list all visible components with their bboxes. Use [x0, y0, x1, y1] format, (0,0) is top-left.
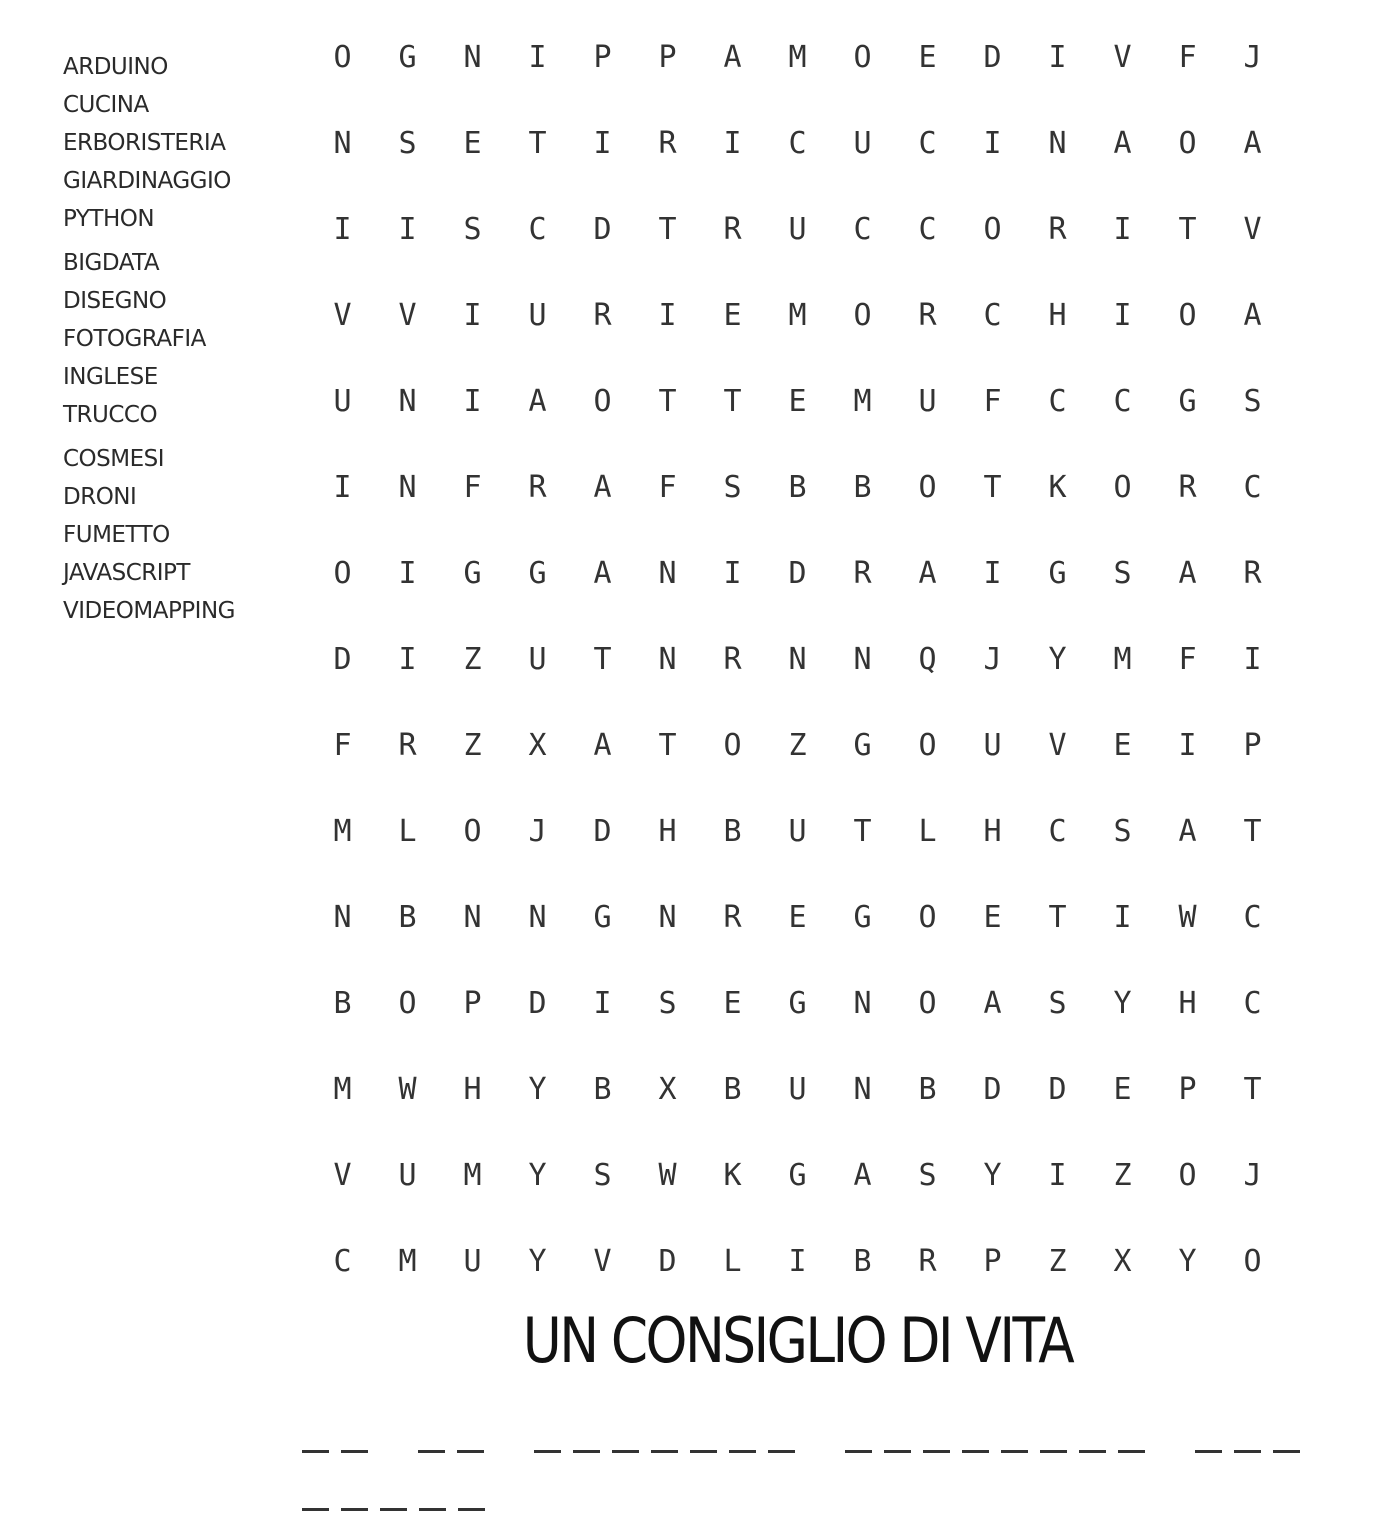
grid-letter: M — [788, 39, 807, 75]
grid-letter: U — [853, 125, 872, 161]
grid-letter: O — [1113, 469, 1132, 505]
letter-blank — [341, 1450, 368, 1453]
word-list-item: GIARDINAGGIO — [63, 168, 231, 194]
letter-blank — [845, 1450, 872, 1453]
letter-blank — [1234, 1450, 1261, 1453]
grid-letter: D — [528, 985, 547, 1021]
grid-letter: R — [1048, 211, 1067, 247]
grid-letter: C — [1113, 383, 1132, 419]
letter-blank — [1040, 1450, 1067, 1453]
grid-letter: C — [1048, 813, 1067, 849]
grid-letter: Y — [1178, 1243, 1197, 1279]
grid-letter: O — [398, 985, 417, 1021]
grid-letter: Y — [1048, 641, 1067, 677]
letter-blank — [1001, 1450, 1028, 1453]
grid-letter: S — [918, 1157, 937, 1193]
grid-letter: O — [853, 39, 872, 75]
grid-letter: N — [333, 125, 352, 161]
grid-letter: V — [1048, 727, 1067, 763]
grid-letter: W — [398, 1071, 417, 1107]
grid-letter: J — [983, 641, 1002, 677]
grid-letter: F — [983, 383, 1002, 419]
word-list-item: INGLESE — [63, 364, 158, 390]
letter-blank — [884, 1450, 911, 1453]
grid-letter: P — [1178, 1071, 1197, 1107]
grid-letter: I — [1113, 899, 1132, 935]
grid-letter: S — [398, 125, 417, 161]
answer-blanks — [302, 1395, 1352, 1511]
grid-letter: A — [983, 985, 1002, 1021]
grid-letter: M — [463, 1157, 482, 1193]
grid-letter: A — [593, 555, 612, 591]
grid-letter: T — [853, 813, 872, 849]
grid-letter: L — [723, 1243, 742, 1279]
word-list-item: BIGDATA — [63, 250, 160, 276]
grid-letter: I — [333, 211, 352, 247]
grid-letter: O — [333, 39, 352, 75]
grid-letter: E — [1113, 727, 1132, 763]
letter-blank — [302, 1508, 329, 1511]
grid-letter: R — [1178, 469, 1197, 505]
grid-letter: D — [983, 39, 1002, 75]
grid-letter: N — [463, 39, 482, 75]
letter-blank — [768, 1450, 795, 1453]
grid-letter: N — [658, 555, 677, 591]
grid-letter: O — [1178, 1157, 1197, 1193]
grid-letter: O — [918, 985, 937, 1021]
word-list-item: COSMESI — [63, 446, 165, 472]
grid-letter: A — [593, 727, 612, 763]
word-list-item: FOTOGRAFIA — [63, 326, 206, 352]
grid-letter: N — [853, 985, 872, 1021]
grid-letter: T — [1178, 211, 1197, 247]
grid-letter: Y — [528, 1071, 547, 1107]
grid-letter: I — [463, 383, 482, 419]
grid-letter: S — [1243, 383, 1262, 419]
grid-letter: I — [658, 297, 677, 333]
letter-blank — [962, 1450, 989, 1453]
grid-letter: V — [593, 1243, 612, 1279]
letter-blank — [341, 1508, 368, 1511]
letter-blank — [1079, 1450, 1106, 1453]
grid-letter: S — [1113, 555, 1132, 591]
letter-blank — [380, 1508, 407, 1511]
grid-letter: A — [1178, 813, 1197, 849]
grid-letter: P — [463, 985, 482, 1021]
grid-letter: Z — [788, 727, 807, 763]
grid-letter: U — [918, 383, 937, 419]
grid-letter: S — [1048, 985, 1067, 1021]
grid-letter: M — [333, 1071, 352, 1107]
word-list-item: PYTHON — [63, 206, 155, 232]
grid-letter: L — [918, 813, 937, 849]
grid-letter: E — [983, 899, 1002, 935]
letter-blank — [419, 1508, 446, 1511]
grid-letter: A — [528, 383, 547, 419]
grid-letter: F — [658, 469, 677, 505]
grid-letter: U — [528, 297, 547, 333]
grid-letter: T — [983, 469, 1002, 505]
grid-letter: B — [853, 1243, 872, 1279]
word-list-item: CUCINA — [63, 92, 149, 118]
grid-letter: C — [528, 211, 547, 247]
grid-letter: A — [723, 39, 742, 75]
grid-letter: H — [658, 813, 677, 849]
grid-letter: C — [1243, 985, 1262, 1021]
grid-letter: J — [1243, 1157, 1262, 1193]
grid-letter: N — [658, 641, 677, 677]
grid-letter: M — [398, 1243, 417, 1279]
grid-letter: I — [1243, 641, 1262, 677]
blank-word — [302, 1508, 497, 1511]
grid-letter: G — [853, 727, 872, 763]
grid-letter: D — [658, 1243, 677, 1279]
word-list — [63, 52, 293, 634]
grid-letter: I — [528, 39, 547, 75]
grid-letter: A — [1178, 555, 1197, 591]
grid-letter: C — [853, 211, 872, 247]
grid-letter: S — [593, 1157, 612, 1193]
letter-blank — [690, 1450, 717, 1453]
grid-letter: I — [593, 125, 612, 161]
letter-blank — [729, 1450, 756, 1453]
grid-letter: T — [528, 125, 547, 161]
grid-letter: U — [463, 1243, 482, 1279]
grid-letter: U — [788, 211, 807, 247]
grid-letter: G — [1048, 555, 1067, 591]
grid-letter: H — [463, 1071, 482, 1107]
grid-letter: B — [723, 1071, 742, 1107]
grid-letter: U — [788, 813, 807, 849]
grid-letter: I — [788, 1243, 807, 1279]
grid-letter: T — [1048, 899, 1067, 935]
grid-letter: R — [723, 899, 742, 935]
grid-letter: T — [1243, 813, 1262, 849]
grid-letter: A — [1243, 297, 1262, 333]
letter-blank — [458, 1508, 485, 1511]
grid-letter: X — [528, 727, 547, 763]
grid-letter: J — [528, 813, 547, 849]
grid-letter: W — [658, 1157, 677, 1193]
word-list-item: FUMETTO — [63, 522, 170, 548]
grid-letter: F — [1178, 641, 1197, 677]
grid-letter: I — [333, 469, 352, 505]
grid-letter: E — [1113, 1071, 1132, 1107]
grid-letter: R — [723, 641, 742, 677]
grid-letter: F — [333, 727, 352, 763]
grid-letter: E — [723, 985, 742, 1021]
blank-line — [302, 1395, 1352, 1453]
grid-letter: G — [788, 1157, 807, 1193]
grid-letter: N — [853, 641, 872, 677]
word-list-item: ERBORISTERIA — [63, 130, 226, 156]
blank-word — [1195, 1450, 1312, 1453]
grid-letter: N — [333, 899, 352, 935]
word-list-item: DISEGNO — [63, 288, 167, 314]
grid-letter: R — [658, 125, 677, 161]
grid-letter: I — [1178, 727, 1197, 763]
grid-letter: R — [1243, 555, 1262, 591]
grid-letter: O — [723, 727, 742, 763]
blank-word — [845, 1450, 1157, 1453]
grid-letter: P — [1243, 727, 1262, 763]
grid-letter: E — [723, 297, 742, 333]
grid-letter: P — [983, 1243, 1002, 1279]
blank-word — [302, 1450, 380, 1453]
grid-letter: K — [1048, 469, 1067, 505]
grid-letter: E — [788, 899, 807, 935]
grid-letter: A — [1243, 125, 1262, 161]
grid-letter: O — [983, 211, 1002, 247]
grid-letter: B — [788, 469, 807, 505]
grid-letter: E — [918, 39, 937, 75]
grid-letter: G — [398, 39, 417, 75]
grid-letter: Y — [528, 1243, 547, 1279]
grid-letter: M — [853, 383, 872, 419]
letter-grid — [310, 14, 1285, 1304]
grid-letter: O — [918, 727, 937, 763]
grid-letter: B — [333, 985, 352, 1021]
grid-letter: C — [1243, 899, 1262, 935]
grid-letter: G — [1178, 383, 1197, 419]
grid-letter: U — [788, 1071, 807, 1107]
grid-letter: D — [1048, 1071, 1067, 1107]
grid-letter: I — [1048, 39, 1067, 75]
grid-letter: O — [1178, 125, 1197, 161]
grid-letter: N — [528, 899, 547, 935]
grid-letter: M — [333, 813, 352, 849]
grid-letter: Z — [1048, 1243, 1067, 1279]
grid-letter: P — [593, 39, 612, 75]
grid-letter: Z — [463, 641, 482, 677]
grid-letter: U — [983, 727, 1002, 763]
grid-letter: T — [593, 641, 612, 677]
grid-letter: S — [463, 211, 482, 247]
grid-letter: T — [1243, 1071, 1262, 1107]
grid-letter: Z — [1113, 1157, 1132, 1193]
grid-letter: I — [1113, 297, 1132, 333]
word-list-item: TRUCCO — [63, 402, 158, 428]
grid-letter: B — [398, 899, 417, 935]
grid-letter: O — [918, 899, 937, 935]
grid-letter: O — [463, 813, 482, 849]
grid-letter: R — [918, 1243, 937, 1279]
blank-line — [302, 1453, 1352, 1511]
letter-blank — [534, 1450, 561, 1453]
grid-letter: I — [983, 125, 1002, 161]
grid-letter: A — [918, 555, 937, 591]
grid-letter: J — [1243, 39, 1262, 75]
letter-blank — [923, 1450, 950, 1453]
grid-letter: S — [723, 469, 742, 505]
word-list-item: VIDEOMAPPING — [63, 598, 235, 624]
grid-letter: C — [1243, 469, 1262, 505]
grid-letter: N — [853, 1071, 872, 1107]
grid-letter: C — [788, 125, 807, 161]
grid-letter: I — [1048, 1157, 1067, 1193]
grid-letter: W — [1178, 899, 1197, 935]
grid-letter: D — [333, 641, 352, 677]
letter-blank — [1273, 1450, 1300, 1453]
grid-letter: B — [593, 1071, 612, 1107]
letter-blank — [1195, 1450, 1222, 1453]
grid-letter: A — [853, 1157, 872, 1193]
grid-letter: T — [658, 383, 677, 419]
grid-letter: B — [918, 1071, 937, 1107]
grid-letter: S — [658, 985, 677, 1021]
grid-letter: R — [593, 297, 612, 333]
grid-letter: F — [463, 469, 482, 505]
grid-letter: I — [723, 125, 742, 161]
grid-letter: K — [723, 1157, 742, 1193]
grid-letter: D — [593, 211, 612, 247]
grid-letter: L — [398, 813, 417, 849]
grid-letter: D — [593, 813, 612, 849]
word-list-item: DRONI — [63, 484, 137, 510]
grid-letter: I — [398, 641, 417, 677]
riddle-title: UN CONSIGLIO DI VITA — [522, 1304, 1073, 1377]
grid-letter: I — [1113, 211, 1132, 247]
grid-letter: T — [658, 211, 677, 247]
grid-letter: H — [1178, 985, 1197, 1021]
grid-letter: N — [398, 469, 417, 505]
grid-letter: I — [398, 555, 417, 591]
grid-letter: P — [658, 39, 677, 75]
grid-letter: R — [398, 727, 417, 763]
grid-letter: H — [1048, 297, 1067, 333]
grid-letter: X — [658, 1071, 677, 1107]
letter-blank — [418, 1450, 445, 1453]
grid-letter: U — [398, 1157, 417, 1193]
grid-letter: U — [333, 383, 352, 419]
grid-letter: O — [1243, 1243, 1262, 1279]
letter-blank — [457, 1450, 484, 1453]
letter-blank — [651, 1450, 678, 1453]
grid-letter: G — [593, 899, 612, 935]
letter-blank — [612, 1450, 639, 1453]
grid-letter: N — [1048, 125, 1067, 161]
grid-letter: X — [1113, 1243, 1132, 1279]
grid-letter: D — [788, 555, 807, 591]
grid-letter: R — [723, 211, 742, 247]
blank-word — [534, 1450, 807, 1453]
grid-letter: G — [853, 899, 872, 935]
grid-letter: C — [1048, 383, 1067, 419]
grid-letter: C — [918, 211, 937, 247]
grid-letter: N — [398, 383, 417, 419]
grid-letter: A — [1113, 125, 1132, 161]
grid-letter: I — [463, 297, 482, 333]
grid-letter: Y — [983, 1157, 1002, 1193]
grid-letter: V — [1243, 211, 1262, 247]
grid-letter: Z — [463, 727, 482, 763]
grid-letter: M — [788, 297, 807, 333]
grid-letter: F — [1178, 39, 1197, 75]
grid-letter: R — [918, 297, 937, 333]
grid-letter: Y — [528, 1157, 547, 1193]
grid-letter: G — [788, 985, 807, 1021]
grid-letter: N — [658, 899, 677, 935]
word-list-item: JAVASCRIPT — [63, 560, 190, 586]
grid-letter: I — [723, 555, 742, 591]
grid-letter: U — [528, 641, 547, 677]
grid-letter: G — [528, 555, 547, 591]
grid-letter: B — [853, 469, 872, 505]
grid-letter: R — [528, 469, 547, 505]
grid-letter: T — [658, 727, 677, 763]
grid-letter: C — [983, 297, 1002, 333]
grid-letter: I — [983, 555, 1002, 591]
grid-letter: C — [918, 125, 937, 161]
grid-letter: Q — [918, 641, 937, 677]
grid-letter: V — [1113, 39, 1132, 75]
grid-letter: M — [1113, 641, 1132, 677]
grid-letter: V — [333, 297, 352, 333]
grid-letter: E — [463, 125, 482, 161]
grid-letter: G — [463, 555, 482, 591]
grid-letter: I — [398, 211, 417, 247]
grid-letter: V — [333, 1157, 352, 1193]
grid-letter: D — [983, 1071, 1002, 1107]
grid-letter: N — [463, 899, 482, 935]
letter-blank — [302, 1450, 329, 1453]
grid-letter: O — [333, 555, 352, 591]
grid-letter: V — [398, 297, 417, 333]
grid-letter: E — [788, 383, 807, 419]
grid-letter: O — [918, 469, 937, 505]
grid-letter: Y — [1113, 985, 1132, 1021]
grid-letter: O — [853, 297, 872, 333]
grid-letter: C — [333, 1243, 352, 1279]
grid-letter: B — [723, 813, 742, 849]
grid-letter: R — [853, 555, 872, 591]
grid-letter: T — [723, 383, 742, 419]
grid-letter: H — [983, 813, 1002, 849]
grid-letter: O — [593, 383, 612, 419]
letter-blank — [573, 1450, 600, 1453]
grid-letter: N — [788, 641, 807, 677]
letter-blank — [1118, 1450, 1145, 1453]
grid-letter: A — [593, 469, 612, 505]
grid-letter: O — [1178, 297, 1197, 333]
blank-word — [418, 1450, 496, 1453]
grid-letter: S — [1113, 813, 1132, 849]
word-list-item: ARDUINO — [63, 54, 168, 80]
grid-letter: I — [593, 985, 612, 1021]
